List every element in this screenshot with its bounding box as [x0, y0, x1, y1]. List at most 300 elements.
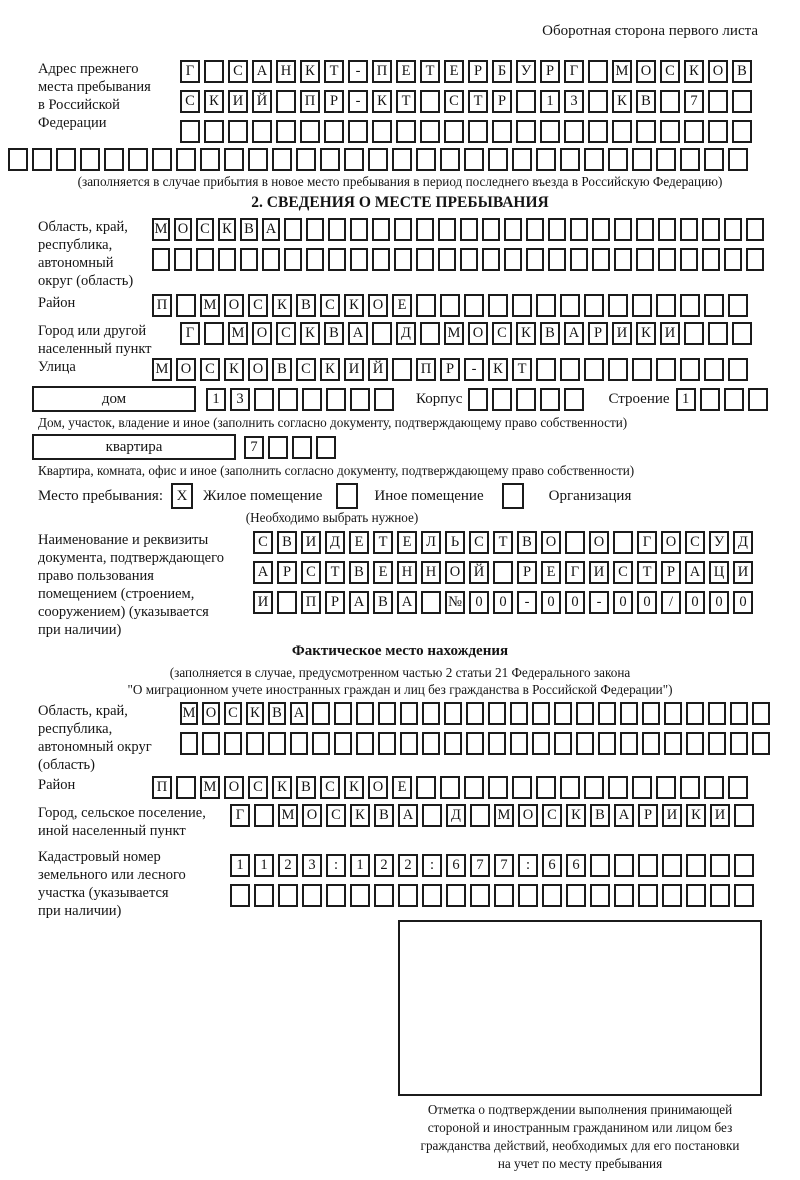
char-cell: Т	[512, 358, 532, 381]
char-cell	[613, 531, 633, 554]
char-cell: С	[228, 60, 248, 83]
raion-label: Район	[38, 295, 76, 311]
char-cell	[734, 854, 754, 877]
char-cell: О	[224, 776, 244, 799]
char-cell: В	[296, 776, 316, 799]
char-cell: С	[180, 90, 200, 113]
char-cell	[421, 591, 441, 614]
char-cell	[724, 248, 742, 271]
char-cell: 0	[493, 591, 513, 614]
char-cell: К	[204, 90, 224, 113]
char-cell	[416, 148, 436, 171]
char-cell	[204, 120, 224, 143]
char-cell	[734, 884, 754, 907]
char-cell	[752, 732, 770, 755]
char-cell: Г	[637, 531, 657, 554]
char-cell: Е	[541, 561, 561, 584]
char-cell: Т	[324, 60, 344, 83]
char-cell: Г	[230, 804, 250, 827]
char-cell	[686, 884, 706, 907]
factual-gorod-label: Город, сельское поселение, иной населенный пункт	[38, 805, 206, 839]
char-cell: С	[469, 531, 489, 554]
char-row	[152, 294, 748, 317]
char-row	[253, 531, 753, 554]
char-cell: Г	[564, 60, 584, 83]
char-cell: В	[636, 90, 656, 113]
char-cell: Е	[397, 531, 417, 554]
char-cell	[228, 120, 248, 143]
char-cell	[532, 732, 550, 755]
char-cell: С	[253, 531, 273, 554]
kvartira-row	[32, 434, 800, 460]
char-cell: С	[296, 358, 316, 381]
char-cell	[598, 702, 616, 725]
char-cell	[374, 388, 394, 411]
char-cell	[268, 436, 288, 459]
char-cell: С	[613, 561, 633, 584]
char-row	[244, 436, 336, 459]
char-cell	[356, 702, 374, 725]
char-cell	[334, 732, 352, 755]
char-cell: 7	[470, 854, 490, 877]
char-cell: А	[397, 591, 417, 614]
korpus-label: Корпус	[416, 391, 463, 407]
char-cell	[728, 148, 748, 171]
stroenie-label: Строение	[608, 391, 670, 407]
char-cell	[658, 248, 676, 271]
char-cell: С	[248, 776, 268, 799]
char-cell	[302, 884, 322, 907]
char-cell	[536, 358, 556, 381]
char-cell	[576, 732, 594, 755]
char-cell	[510, 732, 528, 755]
char-cell	[746, 218, 764, 241]
char-cell	[584, 148, 604, 171]
char-cell: М	[444, 322, 464, 345]
char-cell: Е	[396, 60, 416, 83]
char-cell	[202, 732, 220, 755]
char-cell: Т	[396, 90, 416, 113]
char-cell: С	[196, 218, 214, 241]
char-row	[180, 322, 752, 345]
char-cell	[344, 148, 364, 171]
char-cell: С	[444, 90, 464, 113]
mesto-row	[38, 483, 800, 509]
char-cell	[708, 702, 726, 725]
char-cell	[440, 294, 460, 317]
char-cell: К	[300, 322, 320, 345]
char-cell	[320, 148, 340, 171]
char-cell	[656, 358, 676, 381]
char-cell: В	[240, 218, 258, 241]
char-cell	[394, 218, 412, 241]
char-cell: О	[661, 531, 681, 554]
mesto-option-zhiloe-label: Жилое помещение	[203, 488, 323, 504]
char-cell	[664, 702, 682, 725]
char-cell: 0	[709, 591, 729, 614]
char-cell	[422, 732, 440, 755]
char-cell	[290, 732, 308, 755]
char-cell	[684, 322, 704, 345]
char-cell	[564, 120, 584, 143]
char-cell: Е	[373, 561, 393, 584]
char-cell	[620, 702, 638, 725]
char-cell	[680, 358, 700, 381]
char-cell: И	[301, 531, 321, 554]
char-cell: М	[612, 60, 632, 83]
prev-address-block	[38, 60, 800, 143]
char-cell: 1	[254, 854, 274, 877]
char-cell	[328, 218, 346, 241]
char-cell: С	[320, 776, 340, 799]
char-cell	[204, 322, 224, 345]
document-block	[38, 531, 800, 639]
char-cell: К	[272, 776, 292, 799]
char-cell	[284, 218, 302, 241]
char-cell	[504, 218, 522, 241]
char-cell: С	[685, 531, 705, 554]
char-cell	[378, 702, 396, 725]
char-cell: Д	[733, 531, 753, 554]
char-cell	[416, 776, 436, 799]
char-cell	[176, 776, 196, 799]
mesto-label: Место пребывания:	[38, 488, 163, 504]
char-cell	[686, 732, 704, 755]
char-cell	[466, 732, 484, 755]
char-cell	[394, 248, 412, 271]
char-cell	[438, 218, 456, 241]
char-cell	[200, 148, 220, 171]
char-cell	[326, 388, 346, 411]
char-cell	[636, 248, 654, 271]
char-cell	[292, 436, 312, 459]
char-cell: Н	[397, 561, 417, 584]
char-cell	[460, 248, 478, 271]
char-cell	[516, 120, 536, 143]
char-cell	[614, 854, 634, 877]
char-cell: Н	[276, 60, 296, 83]
char-cell: С	[660, 60, 680, 83]
char-cell	[493, 561, 513, 584]
checkbox-inoe	[336, 483, 358, 509]
prev-address-label: Адрес прежнего места пребывания в Российской Федерации	[38, 61, 151, 131]
char-cell: О	[708, 60, 728, 83]
char-cell	[464, 776, 484, 799]
char-cell	[570, 248, 588, 271]
char-cell: С	[492, 322, 512, 345]
char-cell: С	[248, 294, 268, 317]
char-cell	[518, 884, 538, 907]
char-cell: О	[368, 776, 388, 799]
char-cell	[302, 388, 322, 411]
char-cell: О	[518, 804, 538, 827]
char-cell	[642, 732, 660, 755]
char-cell: 1	[540, 90, 560, 113]
char-cell	[656, 294, 676, 317]
char-cell	[306, 218, 324, 241]
checkbox-zhiloe	[171, 483, 193, 509]
ulitsa-block	[38, 358, 800, 381]
char-cell: В	[590, 804, 610, 827]
char-cell	[608, 148, 628, 171]
char-cell	[554, 732, 572, 755]
char-cell: А	[290, 702, 308, 725]
char-cell: А	[253, 561, 273, 584]
char-cell	[504, 248, 522, 271]
char-cell	[502, 483, 524, 509]
char-cell: В	[540, 322, 560, 345]
char-cell: О	[202, 702, 220, 725]
char-cell	[420, 322, 440, 345]
char-cell	[378, 732, 396, 755]
char-cell	[680, 218, 698, 241]
char-row	[180, 60, 752, 83]
char-cell	[176, 294, 196, 317]
char-cell	[316, 436, 336, 459]
char-cell: К	[246, 702, 264, 725]
char-cell	[608, 776, 628, 799]
char-cell	[444, 732, 462, 755]
char-cell	[588, 60, 608, 83]
char-cell	[254, 884, 274, 907]
char-cell	[710, 854, 730, 877]
char-cell	[488, 148, 508, 171]
char-cell: К	[300, 60, 320, 83]
char-cell	[277, 591, 297, 614]
char-cell: М	[200, 294, 220, 317]
char-cell	[482, 218, 500, 241]
char-cell: В	[373, 591, 393, 614]
char-cell	[80, 148, 100, 171]
char-cell	[656, 148, 676, 171]
char-cell: -	[464, 358, 484, 381]
char-cell: В	[268, 702, 286, 725]
char-cell: Р	[440, 358, 460, 381]
char-cell	[728, 358, 748, 381]
mesto-note: (Необходимо выбрать нужное)	[245, 510, 419, 525]
char-row	[253, 561, 753, 584]
char-cell: П	[301, 591, 321, 614]
char-cell	[350, 248, 368, 271]
char-cell	[32, 148, 52, 171]
char-cell: 0	[637, 591, 657, 614]
char-cell	[542, 884, 562, 907]
char-cell	[592, 248, 610, 271]
char-cell	[300, 120, 320, 143]
char-cell: М	[494, 804, 514, 827]
char-cell	[566, 884, 586, 907]
char-cell: У	[516, 60, 536, 83]
char-cell	[350, 388, 370, 411]
char-cell: П	[300, 90, 320, 113]
char-cell: К	[686, 804, 706, 827]
kvartira-box: квартира	[32, 434, 236, 460]
kadastr-label: Кадастровый номер земельного или лесного участка (указывается при наличии)	[38, 849, 186, 919]
char-cell: Р	[468, 60, 488, 83]
char-cell	[662, 854, 682, 877]
oblast-label: Область, край, республика, автономный округ (область)	[38, 219, 134, 289]
char-cell	[440, 776, 460, 799]
char-cell: И	[710, 804, 730, 827]
char-cell	[632, 148, 652, 171]
char-cell	[438, 248, 456, 271]
factual-note-line2: "О миграционном учете иностранных граждан и лиц без гражданства в Российской Федерации")	[127, 682, 673, 697]
char-cell: Е	[444, 60, 464, 83]
char-cell	[372, 248, 390, 271]
char-cell: В	[324, 322, 344, 345]
factual-title: Фактическое место нахождения	[291, 643, 509, 659]
char-cell: Ц	[709, 561, 729, 584]
char-cell	[488, 776, 508, 799]
char-cell	[416, 248, 434, 271]
char-cell: Г	[565, 561, 585, 584]
char-cell	[510, 702, 528, 725]
char-cell	[730, 732, 748, 755]
char-row	[230, 854, 754, 877]
char-cell	[272, 148, 292, 171]
char-cell	[276, 90, 296, 113]
char-cell	[708, 120, 728, 143]
char-cell	[224, 732, 242, 755]
char-cell: В	[296, 294, 316, 317]
char-cell: И	[253, 591, 273, 614]
char-cell	[104, 148, 124, 171]
char-cell	[494, 884, 514, 907]
char-cell: И	[660, 322, 680, 345]
char-cell: 7	[684, 90, 704, 113]
char-cell: Р	[588, 322, 608, 345]
char-cell: О	[468, 322, 488, 345]
char-cell: 2	[398, 854, 418, 877]
char-cell	[612, 120, 632, 143]
char-cell: Р	[517, 561, 537, 584]
char-cell: 1	[206, 388, 226, 411]
char-cell	[608, 294, 628, 317]
char-cell: 6	[542, 854, 562, 877]
char-cell: О	[368, 294, 388, 317]
char-cell	[312, 732, 330, 755]
char-cell: 0	[469, 591, 489, 614]
char-cell	[560, 358, 580, 381]
gorod-label: Город или другой населенный пункт	[38, 323, 152, 357]
char-cell	[488, 702, 506, 725]
char-cell: Д	[325, 531, 345, 554]
char-cell	[700, 388, 720, 411]
char-cell: :	[326, 854, 346, 877]
char-cell	[482, 248, 500, 271]
char-cell	[590, 854, 610, 877]
char-cell: 1	[230, 854, 250, 877]
char-cell	[400, 702, 418, 725]
char-cell: 7	[244, 436, 264, 459]
char-cell	[516, 90, 536, 113]
char-cell: 0	[541, 591, 561, 614]
char-cell: С	[200, 358, 220, 381]
char-cell: 7	[494, 854, 514, 877]
char-cell: -	[589, 591, 609, 614]
char-cell: Б	[492, 60, 512, 83]
char-cell: К	[344, 294, 364, 317]
char-row	[180, 702, 770, 725]
char-cell	[680, 248, 698, 271]
char-cell: К	[566, 804, 586, 827]
char-cell: Г	[180, 322, 200, 345]
char-cell	[492, 388, 512, 411]
char-cell	[312, 702, 330, 725]
char-cell	[746, 248, 764, 271]
char-cell: А	[252, 60, 272, 83]
char-cell: О	[589, 531, 609, 554]
char-cell: К	[350, 804, 370, 827]
char-cell	[350, 884, 370, 907]
char-cell	[174, 248, 192, 271]
char-cell	[638, 854, 658, 877]
char-cell	[416, 218, 434, 241]
char-cell	[466, 702, 484, 725]
char-cell: А	[348, 322, 368, 345]
char-cell: 2	[278, 854, 298, 877]
factual-raion-block	[38, 776, 800, 799]
char-cell: К	[224, 358, 244, 381]
char-cell: К	[372, 90, 392, 113]
char-cell: О	[174, 218, 192, 241]
char-cell	[664, 732, 682, 755]
char-cell	[636, 218, 654, 241]
char-row	[152, 248, 764, 271]
char-cell	[152, 148, 172, 171]
char-cell	[680, 776, 700, 799]
char-cell	[416, 294, 436, 317]
char-cell	[724, 218, 742, 241]
char-cell	[732, 322, 752, 345]
char-cell	[278, 884, 298, 907]
char-cell	[464, 148, 484, 171]
char-cell: Е	[392, 294, 412, 317]
char-cell	[218, 248, 236, 271]
char-cell	[444, 702, 462, 725]
char-cell	[420, 90, 440, 113]
char-cell	[632, 358, 652, 381]
char-cell	[708, 90, 728, 113]
char-cell	[540, 120, 560, 143]
char-cell: А	[262, 218, 280, 241]
char-cell	[400, 732, 418, 755]
char-row	[230, 804, 754, 827]
char-cell	[584, 358, 604, 381]
char-row	[230, 884, 754, 907]
char-cell	[704, 776, 724, 799]
oblast-block	[38, 218, 800, 290]
char-row	[468, 388, 584, 411]
char-cell	[704, 148, 724, 171]
char-cell	[638, 884, 658, 907]
char-cell	[680, 294, 700, 317]
char-cell	[180, 120, 200, 143]
char-cell	[356, 732, 374, 755]
char-cell: Й	[368, 358, 388, 381]
char-cell: №	[445, 591, 465, 614]
char-cell: В	[349, 561, 369, 584]
char-cell	[204, 60, 224, 83]
char-row	[8, 148, 800, 171]
raion-block	[38, 294, 800, 317]
char-cell: О	[252, 322, 272, 345]
char-cell	[422, 702, 440, 725]
char-cell	[734, 804, 754, 827]
char-cell: Л	[421, 531, 441, 554]
char-row	[180, 732, 770, 755]
char-cell: С	[301, 561, 321, 584]
